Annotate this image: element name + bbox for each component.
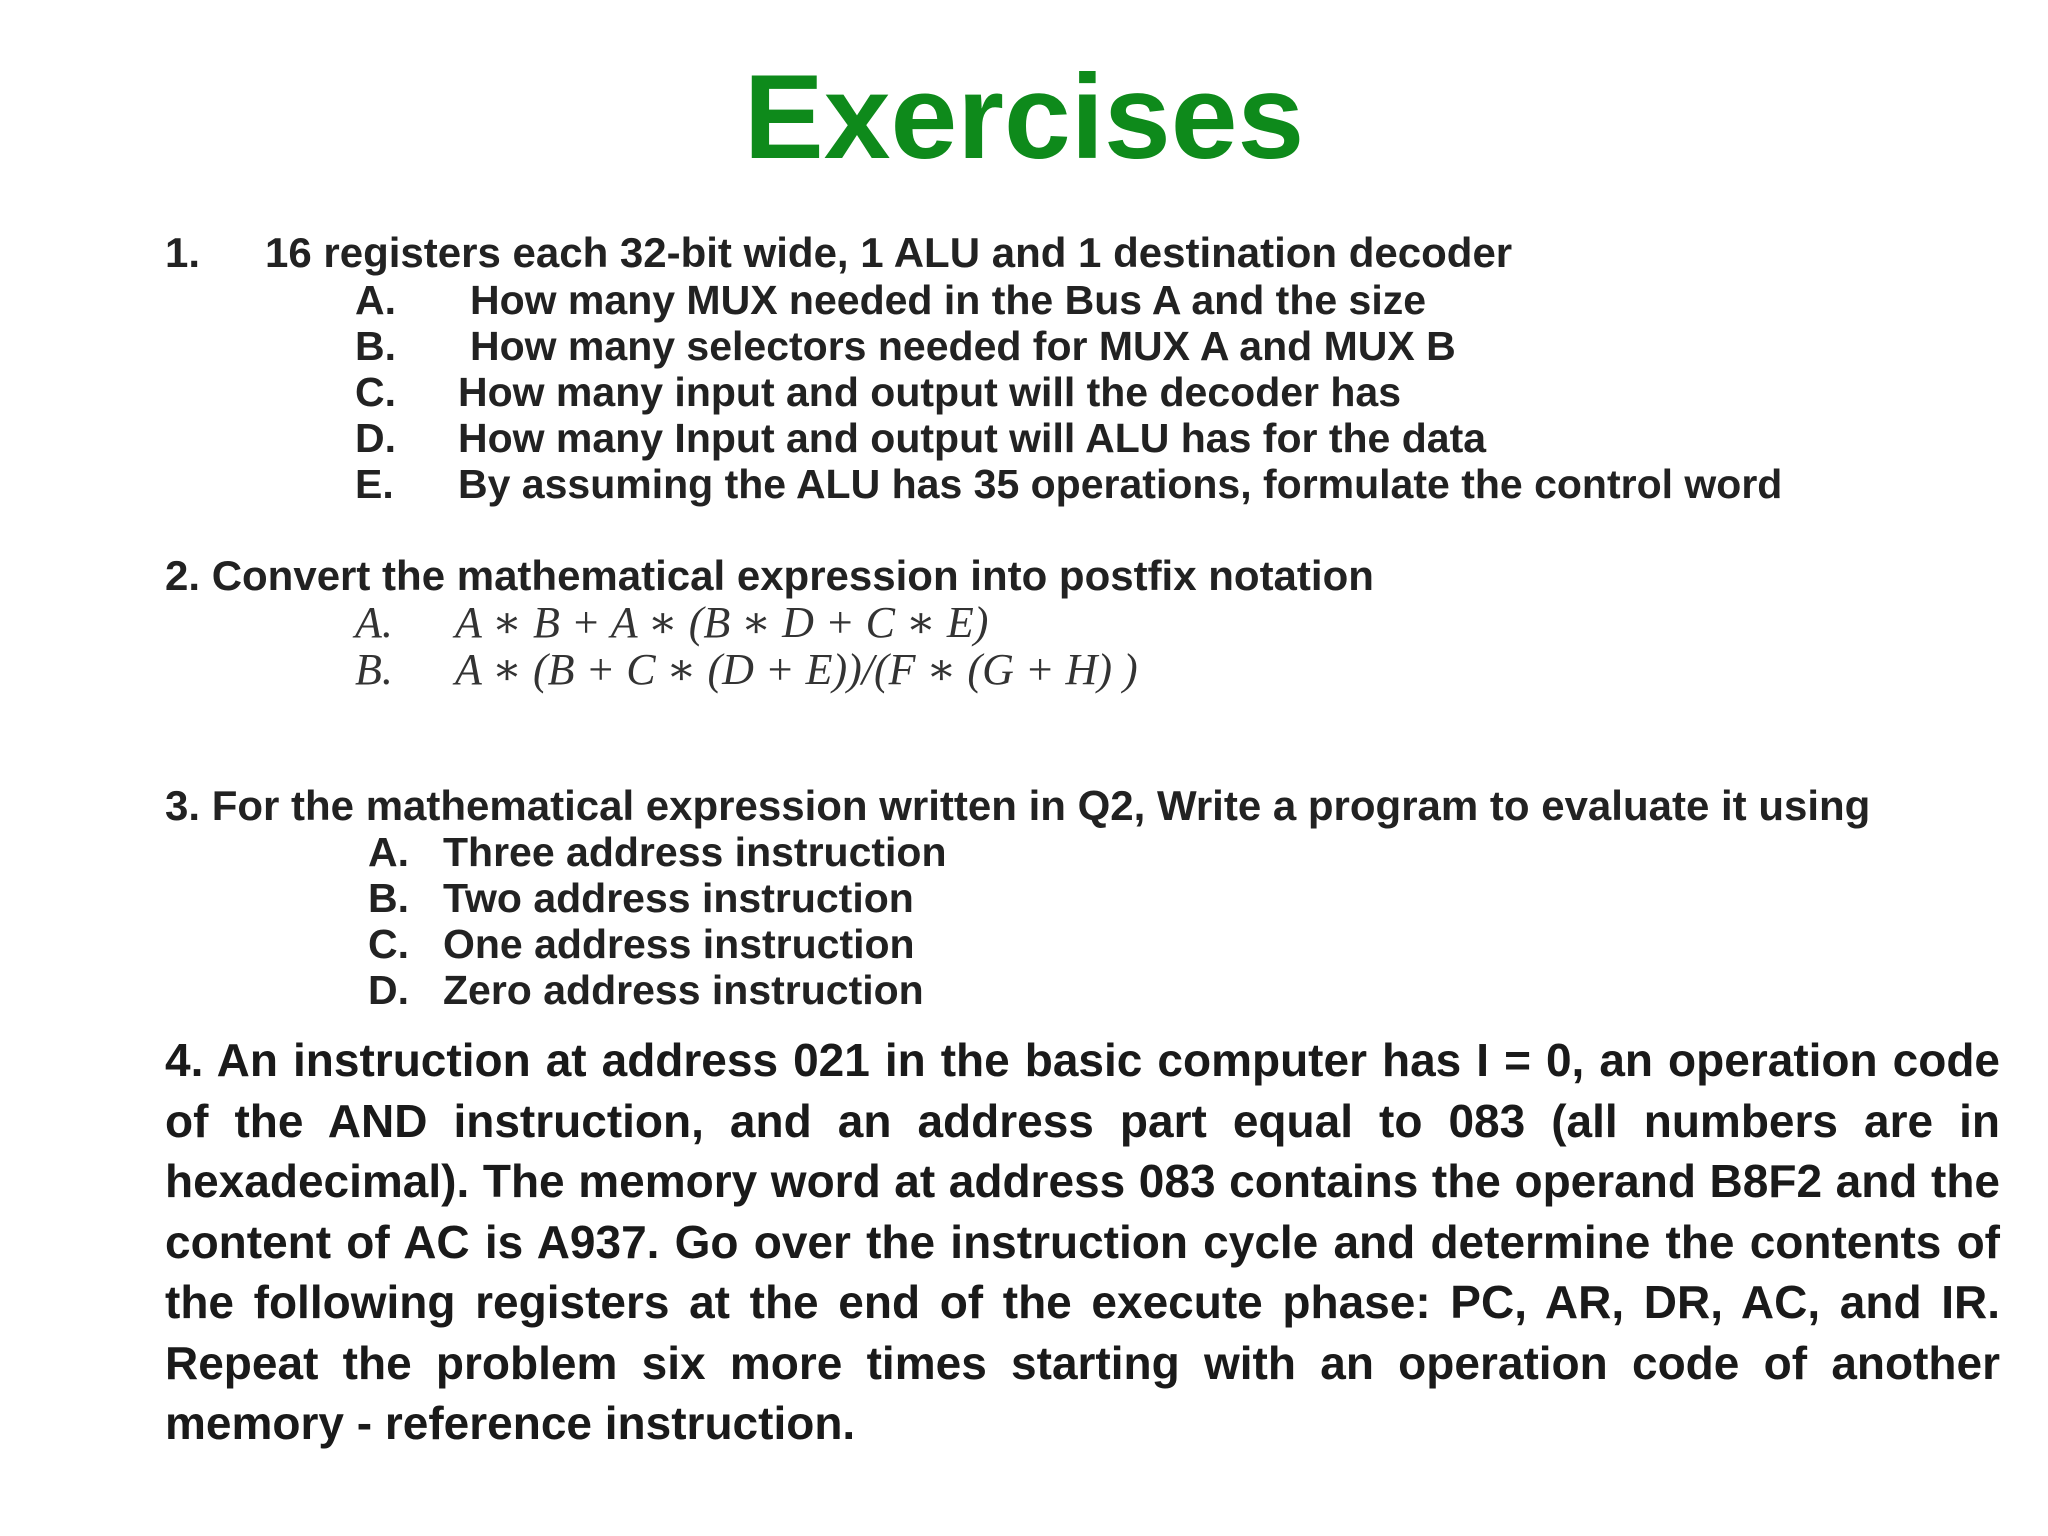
item-text: By assuming the ALU has 35 operations, formulate the control word bbox=[458, 461, 1783, 507]
question-4-text: 4. An instruction at address 021 in the basic computer has I = 0, an operation code of the AND instruction, and an address part equal to 083 (all numbers are in hexadecimal). The memory word at address 083 contains the operand B8F2 and the content of AC is A937. Go over the instruction cycle and determine the contents of the following registers at the end of the execute phase: PC, AR, DR, AC, and IR. Repeat the problem six more times starting with an operation code of another memory - reference instruction. bbox=[165, 1034, 2000, 1449]
item-letter: A. bbox=[368, 829, 409, 875]
item-text: Three address instruction bbox=[443, 829, 947, 875]
question-1-number: 1. bbox=[165, 229, 201, 276]
item-text: How many Input and output will ALU has for the data bbox=[458, 415, 1487, 461]
question-3-text: 3. For the mathematical expression written in Q2, Write a program to evaluate it using bbox=[165, 782, 1871, 829]
item-letter: B. bbox=[355, 323, 396, 369]
item-text: How many MUX needed in the Bus A and the size bbox=[470, 277, 1427, 323]
item-text: How many input and output will the decoder has bbox=[458, 369, 1402, 415]
page-title: Exercises bbox=[743, 50, 1305, 184]
item-letter: A. bbox=[355, 277, 396, 323]
question-1-text: 16 registers each 32-bit wide, 1 ALU and 1 destination decoder bbox=[265, 229, 1513, 276]
question-2-text: 2. Convert the mathematical expression into postfix notation bbox=[165, 552, 1374, 599]
math-expression: A ∗ (B + C ∗ (D + E))/(F ∗ (G + H) ) bbox=[455, 645, 1138, 694]
item-text: Two address instruction bbox=[443, 875, 914, 921]
item-letter: B. bbox=[355, 645, 393, 694]
item-letter: B. bbox=[368, 875, 409, 921]
item-letter: C. bbox=[355, 369, 396, 415]
item-text: How many selectors needed for MUX A and MUX B bbox=[470, 323, 1456, 369]
math-expression: A ∗ B + A ∗ (B ∗ D + C ∗ E) bbox=[455, 598, 989, 647]
item-text: One address instruction bbox=[443, 921, 915, 967]
item-letter: E. bbox=[355, 461, 394, 507]
item-letter: C. bbox=[368, 921, 409, 967]
item-letter: D. bbox=[355, 415, 396, 461]
item-letter: D. bbox=[368, 967, 409, 1013]
item-text: Zero address instruction bbox=[443, 967, 924, 1013]
item-letter: A. bbox=[355, 598, 393, 647]
